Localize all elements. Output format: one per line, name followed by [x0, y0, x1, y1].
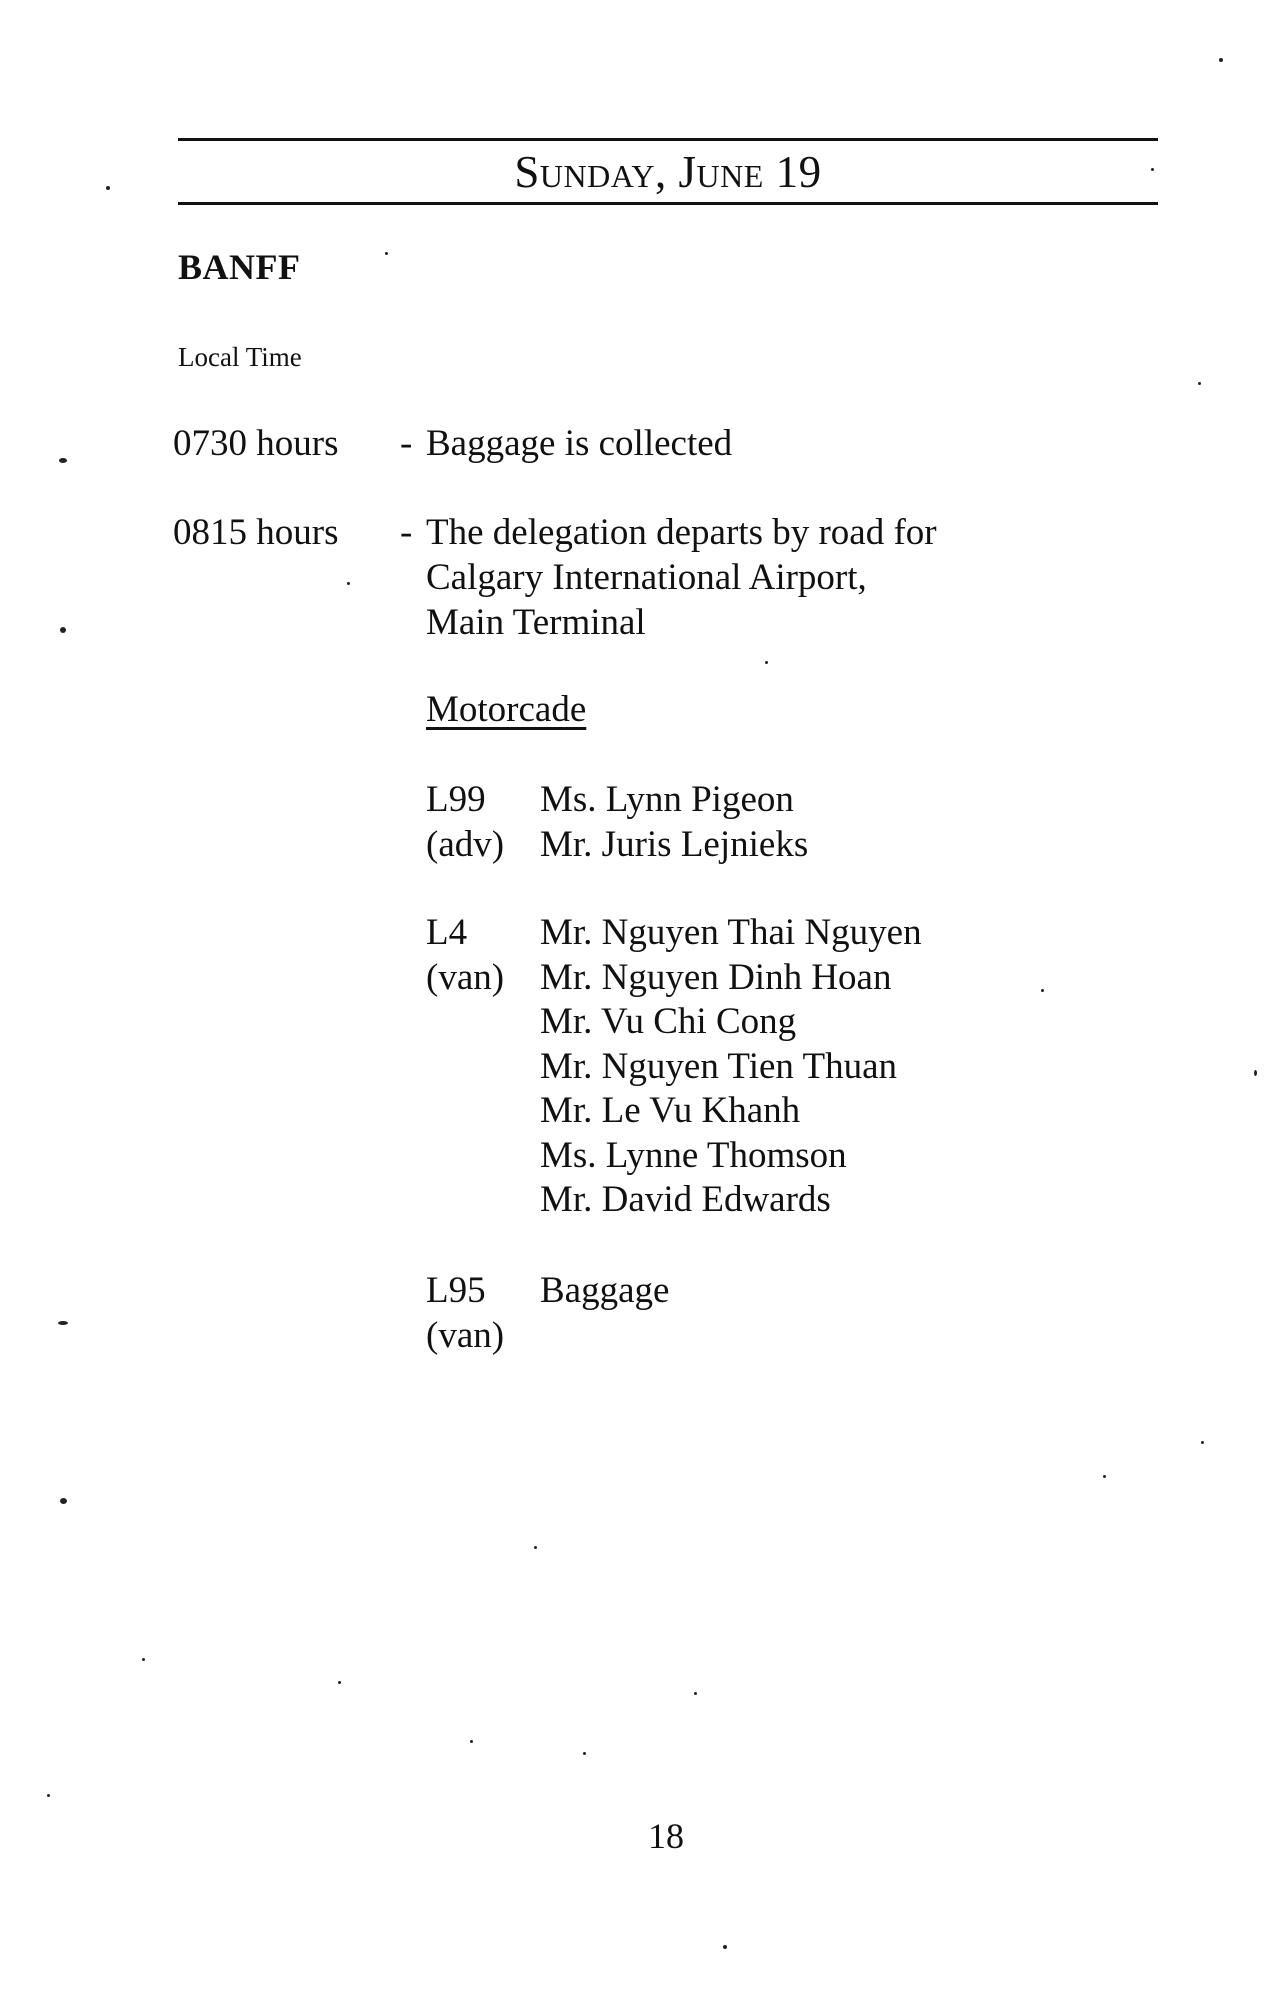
schedule-dash: - — [400, 423, 413, 464]
passenger-name: Mr. Juris Lejnieks — [540, 823, 809, 865]
schedule-time: 0730 hours — [173, 423, 339, 464]
passenger-name: Mr. David Edwards — [540, 1179, 831, 1220]
scan-speck — [347, 582, 350, 585]
page-number: 18 — [648, 1816, 684, 1856]
location-heading: BANFF — [178, 247, 301, 287]
passenger-name: Ms. Lynne Thomson — [540, 1134, 847, 1176]
local-time-label: Local Time — [178, 342, 302, 372]
scan-speck — [1041, 989, 1044, 992]
vehicle-passengers — [540, 778, 808, 867]
vehicle-codes — [426, 778, 504, 867]
motorcade-heading: Motorcade — [426, 689, 587, 730]
vehicle-codes — [426, 1269, 504, 1358]
header-top-rule — [178, 138, 1158, 141]
scan-speck — [1198, 382, 1201, 385]
passenger-name: Mr. Vu Chi Cong — [540, 1001, 797, 1042]
scan-speck — [723, 1945, 727, 1949]
scan-speck — [1219, 58, 1223, 62]
schedule-description — [426, 510, 1066, 645]
passenger-name: Baggage — [540, 1270, 670, 1311]
vehicle-type: (van) — [426, 1314, 505, 1356]
scan-speck — [534, 1546, 537, 1549]
vehicle-code: L95 — [426, 1270, 486, 1311]
passenger-name: Ms. Lynn Pigeon — [540, 779, 794, 820]
scan-speck — [1151, 168, 1154, 171]
scan-speck — [338, 1681, 341, 1684]
description-line: The delegation departs by road for — [426, 512, 937, 553]
vehicle-code: L99 — [426, 779, 486, 820]
scan-speck — [694, 1692, 697, 1695]
passenger-name: Mr. Nguyen Dinh Hoan — [540, 956, 892, 998]
vehicle-type: (adv) — [426, 823, 505, 865]
scan-speck — [142, 1658, 145, 1661]
page-title: Sunday, June 19 — [514, 147, 822, 197]
description-line: Main Terminal — [426, 602, 646, 643]
scan-speck — [60, 627, 66, 633]
passenger-name: Mr. Le Vu Khanh — [540, 1090, 801, 1131]
vehicle-codes — [426, 911, 504, 1000]
passenger-name: Mr. Nguyen Thai Nguyen — [540, 912, 922, 953]
scan-speck — [59, 458, 67, 463]
schedule-description — [426, 421, 1066, 466]
description-line: Calgary International Airport, — [426, 557, 867, 598]
scan-speck — [765, 661, 768, 664]
passenger-name: Mr. Nguyen Tien Thuan — [540, 1045, 898, 1087]
scan-speck — [60, 1498, 67, 1504]
scan-speck — [583, 1752, 586, 1755]
scan-speck — [106, 186, 110, 190]
scan-speck — [1103, 1475, 1106, 1478]
vehicle-passengers — [540, 1269, 669, 1314]
scan-speck — [385, 252, 388, 255]
description-line: Baggage is collected — [426, 423, 733, 464]
scan-speck — [47, 1794, 50, 1797]
scan-speck — [58, 1321, 68, 1325]
schedule-dash: - — [400, 512, 413, 553]
header-bottom-rule — [178, 202, 1158, 205]
vehicle-type: (van) — [426, 956, 505, 998]
vehicle-code: L4 — [426, 912, 468, 953]
schedule-time: 0815 hours — [173, 512, 339, 553]
scan-speck — [470, 1740, 473, 1743]
scan-speck — [1201, 1441, 1204, 1444]
vehicle-passengers — [540, 911, 922, 1223]
scan-speck — [1254, 1070, 1257, 1076]
